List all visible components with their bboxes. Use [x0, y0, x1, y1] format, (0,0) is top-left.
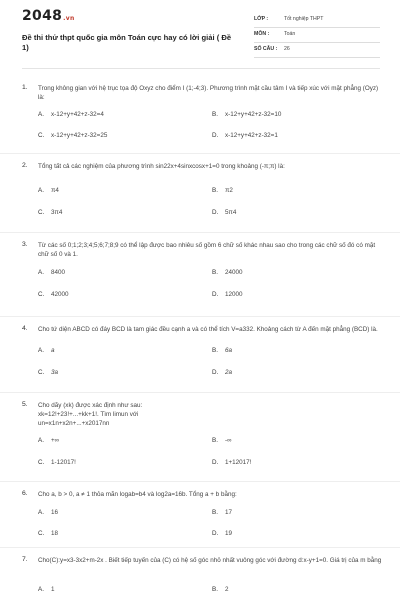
option-b[interactable]: B. x-12+y+42+z-32=10: [212, 111, 282, 118]
question-4: [0, 317, 400, 393]
option-c[interactable]: C. 3π4: [38, 209, 63, 216]
question-text: Trong không gian với hệ trục tọa độ Oxyz cho điểm I (1;-4;3). Phương trình mặt cầu tâm I và tiếp xúc với mặt phẳng (Oyz) là:: [38, 85, 379, 101]
question-5: [0, 393, 400, 482]
question-number: 3.: [22, 241, 28, 248]
option-b[interactable]: B. -∞: [212, 437, 232, 444]
question-text: Cho a, b > 0, a ≠ 1 thỏa mãn logab=b4 và log2a=16b. Tổng a + b bằng:: [38, 491, 237, 498]
option-c[interactable]: C. 42000: [38, 291, 69, 298]
exam-meta: [254, 13, 380, 58]
question-list: [0, 76, 400, 600]
meta-key: MÔN :: [254, 31, 270, 37]
question-6: [0, 482, 400, 548]
option-b[interactable]: B. 24000: [212, 269, 243, 276]
question-number: 6.: [22, 490, 28, 497]
option-c[interactable]: C. 3a: [38, 369, 59, 376]
option-a[interactable]: A. x-12+y+42+z-32=4: [38, 111, 104, 118]
question-1: [0, 76, 400, 154]
option-a[interactable]: A. 1: [38, 586, 55, 593]
question-7: [0, 548, 400, 600]
option-a[interactable]: A. 16: [38, 509, 59, 516]
question-number: 1.: [22, 84, 28, 91]
option-c[interactable]: C. 18: [38, 530, 59, 537]
question-2: [0, 154, 400, 233]
option-b[interactable]: B. 2: [212, 586, 229, 593]
option-d[interactable]: D. x-12+y+42+z-32=1: [212, 132, 278, 139]
option-d[interactable]: D. 5π4: [212, 209, 237, 216]
option-a[interactable]: A. +∞: [38, 437, 60, 444]
option-a[interactable]: A. 8400: [38, 269, 66, 276]
option-d[interactable]: D. 12000: [212, 291, 243, 298]
page-header: [0, 0, 400, 74]
meta-value: Tốt nghiệp THPT: [284, 16, 324, 22]
meta-key: LỚP :: [254, 16, 269, 22]
header-divider: [22, 68, 380, 69]
question-number: 4.: [22, 325, 28, 332]
meta-value: Toán: [284, 31, 296, 37]
option-d[interactable]: D. 2a: [212, 369, 233, 376]
exam-title: Đề thi thử thpt quốc gia môn Toán cực hay có lời giải ( Đề 1): [22, 33, 232, 52]
option-b[interactable]: B. π2: [212, 187, 233, 194]
option-b[interactable]: B. 17: [212, 509, 233, 516]
option-d[interactable]: D. 19: [212, 530, 233, 537]
question-number: 5.: [22, 401, 28, 408]
question-text: Cho(C):y=x3-3x2+m-2x . Biết tiếp tuyến của (C) có hệ số góc nhỏ nhất vuông góc với đường d:x-y+1=0. Giá trị của m bằng: [38, 557, 382, 564]
question-text: Từ các số 0;1;2;3;4;5;6;7;8;9 có thể lập được bao nhiêu số gồm 6 chữ số khác nhau sao cho trong các chữ số đó có mặt chữ số 0 và 1.: [38, 242, 376, 258]
meta-row-count: [254, 43, 380, 58]
question-number: 7.: [22, 556, 28, 563]
meta-value: 26: [284, 46, 290, 52]
question-text: Tổng tất cả các nghiệm của phương trình sin22x+4sinxcosx+1=0 trong khoảng (-π;π) là:: [38, 163, 285, 170]
meta-row-class: [254, 13, 380, 28]
meta-row-subject: [254, 28, 380, 43]
question-number: 2.: [22, 162, 28, 169]
option-a[interactable]: A. π4: [38, 187, 59, 194]
option-a[interactable]: A. a: [38, 347, 55, 354]
site-logo[interactable]: 2048.vn: [22, 8, 75, 24]
question-text: Cho dãy (xk) được xác định như sau: xk=12!+23!+...+kk+1!. Tìm limun với un=x1n+x2n+...+x2017nn: [38, 402, 143, 427]
option-d[interactable]: D. 1+12017!: [212, 459, 252, 466]
option-c[interactable]: C. x-12+y+42+z-32=25: [38, 132, 108, 139]
option-c[interactable]: C. 1-12017!: [38, 459, 76, 466]
question-text: Cho tứ diện ABCD có đáy BCD là tam giác đều cạnh a và có thể tích V=a332. Khoảng cách từ A đến mặt phẳng (BCD) là.: [38, 326, 378, 333]
question-3: [0, 233, 400, 317]
option-b[interactable]: B. 6a: [212, 347, 233, 354]
meta-key: SỐ CÂU :: [254, 46, 278, 52]
